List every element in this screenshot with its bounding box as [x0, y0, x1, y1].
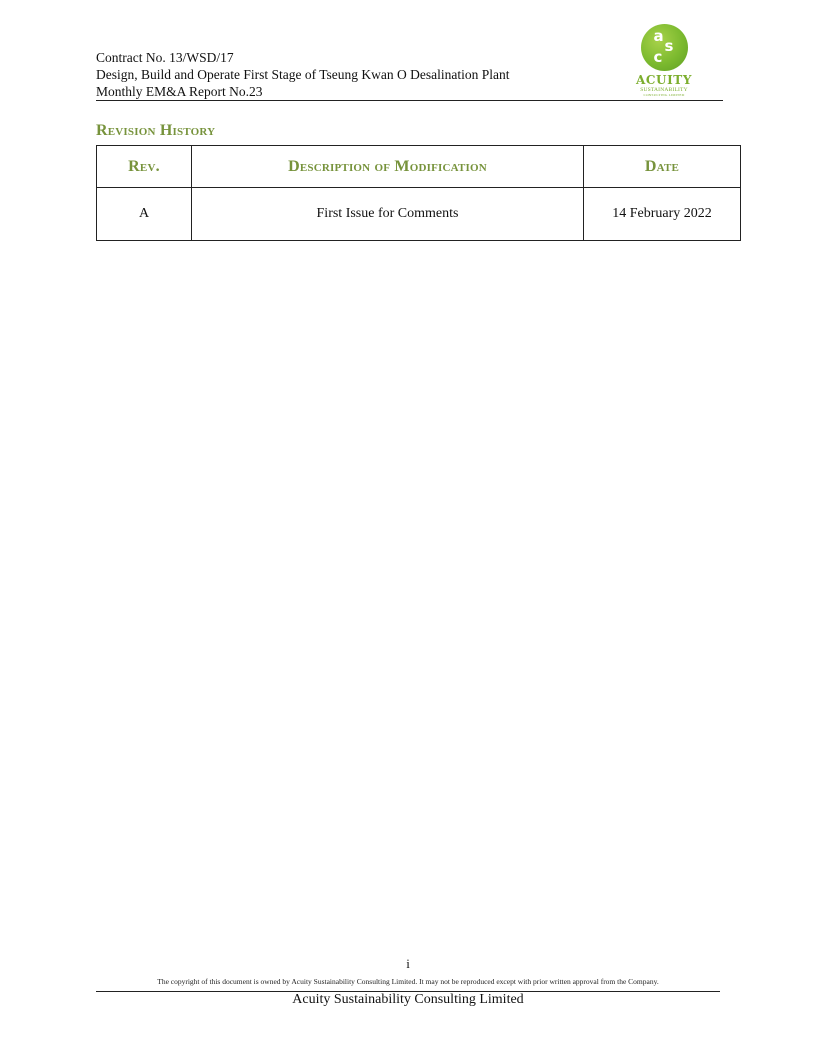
company-logo — [628, 24, 700, 98]
column-header-rev: Rev. — [97, 146, 192, 188]
table-header-row — [97, 146, 741, 188]
logo-name: ACUITY — [635, 73, 693, 87]
page-number: i — [406, 956, 410, 971]
document-header — [96, 49, 566, 100]
report-title: Monthly EM&A Report No.23 — [96, 84, 263, 99]
logo-subtitle-2: CONSULTING LIMITED — [643, 93, 685, 97]
column-header-description: Description of Modification — [192, 146, 584, 188]
cell-date: 14 February 2022 — [584, 188, 741, 241]
cell-description: First Issue for Comments — [192, 188, 584, 241]
header-divider — [96, 100, 723, 101]
project-title: Design, Build and Operate First Stage of Tseung Kwan O Desalination Plant — [96, 67, 510, 82]
logo-letter-c: c — [653, 48, 663, 66]
column-header-date: Date — [584, 146, 741, 188]
section-title: Revision History — [96, 122, 216, 139]
cell-rev: A — [97, 188, 192, 241]
table-row — [97, 188, 741, 241]
copyright-notice: The copyright of this document is owned by Acuity Sustainability Consulting Limited. It may not be reproduced except with prior written approval from the Company. — [157, 977, 659, 986]
logo-letter-s: s — [664, 37, 674, 55]
footer-company-name: Acuity Sustainability Consulting Limited — [292, 992, 524, 1007]
contract-number: Contract No. 13/WSD/17 — [96, 50, 234, 65]
logo-subtitle: SUSTAINABILITY — [640, 87, 688, 93]
logo-emblem-icon — [641, 24, 688, 71]
logo-letter-a: a — [653, 27, 664, 45]
revision-history-table — [96, 145, 741, 241]
